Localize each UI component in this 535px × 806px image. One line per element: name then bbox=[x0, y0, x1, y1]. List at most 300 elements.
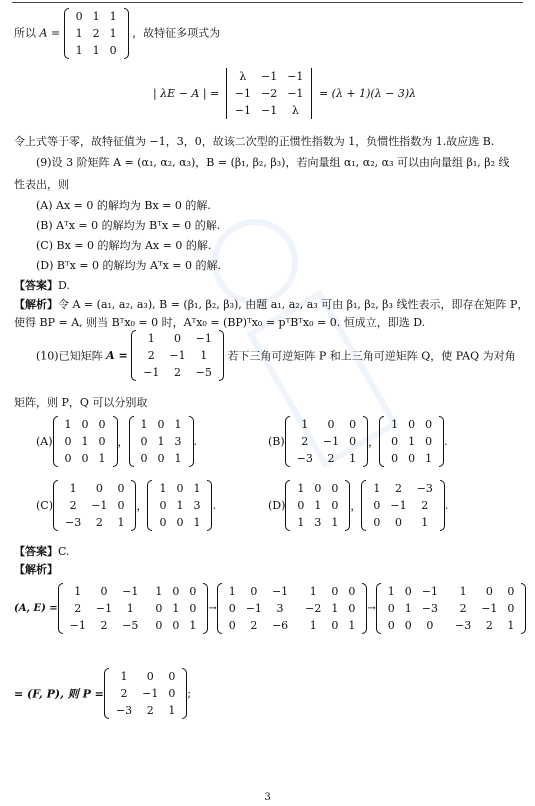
option-a-p bbox=[53, 416, 118, 467]
matrix-row bbox=[136, 416, 187, 433]
bracket-left bbox=[64, 8, 69, 59]
matrix-row bbox=[386, 433, 437, 450]
matrix-cell: 0 bbox=[155, 602, 163, 615]
matrix-cell: 2 bbox=[301, 435, 309, 448]
matrix-cell: −1 bbox=[261, 70, 278, 83]
matrix-cell: 0 bbox=[426, 619, 434, 632]
matrix-cell: 0 bbox=[176, 482, 184, 495]
matrix-cell: −1 bbox=[390, 499, 407, 512]
matrix-cell: 0 bbox=[228, 619, 236, 632]
bracket-left bbox=[376, 583, 381, 634]
q9-option-a: (A) Ax = 0 的解均为 Bx = 0 的解. bbox=[36, 199, 211, 212]
matrix-cell: 1 bbox=[147, 332, 155, 345]
analysis-label: 【解析】 bbox=[14, 298, 58, 311]
matrix-table bbox=[292, 480, 343, 531]
matrix-cell: 0 bbox=[95, 482, 103, 495]
matrix-cell: 0 bbox=[331, 482, 339, 495]
charpoly-lhs: | λE − A | = bbox=[153, 87, 220, 100]
matrix-cell: 1 bbox=[387, 585, 395, 598]
matrix-cell: 1 bbox=[174, 452, 182, 465]
matrix-row bbox=[65, 583, 202, 600]
option-label: (A) bbox=[36, 435, 53, 448]
matrix-row bbox=[368, 497, 437, 514]
bracket-left bbox=[147, 480, 152, 531]
matrix-cell: λ bbox=[291, 104, 299, 117]
matrix-cell: 0 bbox=[408, 452, 416, 465]
matrix-cell: 0 bbox=[109, 44, 117, 57]
bracket-right bbox=[521, 583, 526, 634]
q9-stem-line2: 性表出，则 bbox=[14, 178, 69, 191]
matrix-cell: 1 bbox=[331, 602, 339, 615]
matrix-row bbox=[230, 102, 309, 119]
matrix-row bbox=[60, 416, 111, 433]
matrix-cell: 2 bbox=[485, 619, 493, 632]
matrix-cell: −1 bbox=[195, 332, 212, 345]
bracket-left bbox=[58, 583, 63, 634]
fp-label: = (F, P), 则 P = bbox=[14, 687, 104, 701]
matrix-row bbox=[224, 583, 361, 600]
page-number: 3 bbox=[264, 792, 271, 803]
matrix-table bbox=[111, 668, 180, 719]
charpoly-rhs: = (λ + 1)(λ − 3)λ bbox=[318, 87, 417, 100]
header-rule bbox=[12, 2, 523, 3]
matrix-cell: 1 bbox=[74, 585, 82, 598]
matrix-cell: 1 bbox=[75, 27, 83, 40]
matrix-row bbox=[111, 702, 180, 719]
q10-a-label: A = bbox=[106, 349, 128, 362]
matrix-cell: −1 bbox=[169, 349, 186, 362]
matrix-cell: 1 bbox=[98, 452, 106, 465]
bracket-left bbox=[361, 480, 366, 531]
q10-option-d bbox=[268, 480, 448, 531]
matrix-a bbox=[64, 8, 129, 59]
matrix-cell: 0 bbox=[64, 435, 72, 448]
matrix-cell: 0 bbox=[373, 499, 381, 512]
bracket-left bbox=[53, 416, 58, 467]
matrix-cell: 3 bbox=[193, 499, 201, 512]
matrix-row bbox=[60, 450, 111, 467]
q9-stem-line1: (9)设 3 阶矩阵 A = (α₁, α₂, α₃)，B = (β₁, β₂, β₃)，若向量组 α₁, α₂, α₃ 可以由向量组 β₁, β₂ 线 bbox=[36, 156, 510, 169]
option-sep: ， bbox=[368, 435, 380, 449]
bracket-right bbox=[219, 330, 224, 381]
matrix-cell: 1 bbox=[297, 516, 305, 529]
matrix-cell: 1 bbox=[69, 482, 77, 495]
matrix-table bbox=[368, 480, 437, 531]
matrix-row bbox=[154, 514, 205, 531]
matrix-cell: 1 bbox=[459, 585, 467, 598]
option-sep: ， bbox=[136, 499, 148, 513]
matrix-cell: 0 bbox=[250, 585, 258, 598]
matrix-cell: −1 bbox=[245, 602, 262, 615]
matrix-row bbox=[71, 25, 122, 42]
matrix-cell: 0 bbox=[373, 516, 381, 529]
matrix-cell: 1 bbox=[172, 602, 180, 615]
q10-stem-line2: 矩阵，则 P，Q 可以分别取 bbox=[14, 396, 148, 409]
matrix-cell: 1 bbox=[159, 482, 167, 495]
matrix-cell: 0 bbox=[81, 452, 89, 465]
matrix-cell: −6 bbox=[271, 619, 289, 632]
matrix-cell: −3 bbox=[115, 704, 133, 717]
option-a-q bbox=[129, 416, 194, 467]
matrix-cell: 0 bbox=[98, 418, 106, 431]
matrix-cell: 0 bbox=[157, 418, 165, 431]
matrix-cell: 1 bbox=[507, 619, 515, 632]
matrix-table bbox=[71, 8, 122, 59]
matrix-row bbox=[292, 497, 343, 514]
option-label: (B) bbox=[268, 435, 285, 448]
matrix-row bbox=[138, 364, 217, 381]
matrix-table bbox=[136, 416, 187, 467]
matrix-cell: 0 bbox=[391, 452, 399, 465]
q10-analysis-label bbox=[14, 561, 58, 577]
matrix-cell: 0 bbox=[174, 332, 182, 345]
matrix-cell: 1 bbox=[168, 704, 176, 717]
matrix-row bbox=[111, 668, 180, 685]
answer-value: D. bbox=[58, 279, 70, 292]
matrix-cell: 1 bbox=[126, 602, 134, 615]
matrix-cell: 2 bbox=[69, 499, 77, 512]
matrix-cell: −3 bbox=[65, 516, 82, 529]
matrix-cell: 1 bbox=[75, 44, 83, 57]
matrix-row bbox=[292, 450, 361, 467]
matrix-cell: 1 bbox=[309, 619, 317, 632]
matrix-row bbox=[292, 416, 361, 433]
matrix-cell: 0 bbox=[348, 585, 356, 598]
analysis-label: 【解析】 bbox=[14, 563, 58, 576]
matrix-cell: −5 bbox=[195, 366, 212, 379]
matrix-cell: λ bbox=[239, 70, 247, 83]
q9-analysis-line2: 使得 BP = A, 则当 Bᵀx₀ = 0 时，Aᵀx₀ = (BP)ᵀx₀ = pᵀBᵀx₀ = 0. 恒成立，即选 D. bbox=[14, 316, 426, 329]
matrix-cell: 2 bbox=[146, 704, 154, 717]
matrix-cell: 1 bbox=[193, 516, 201, 529]
option-b-q bbox=[379, 416, 444, 467]
matrix-cell: −1 bbox=[95, 602, 113, 615]
matrix-cell: 1 bbox=[193, 482, 201, 495]
matrix-cell: 2 bbox=[395, 482, 403, 495]
matrix-cell: 1 bbox=[81, 435, 89, 448]
bracket-left bbox=[53, 480, 58, 531]
matrix-cell: 2 bbox=[421, 499, 429, 512]
matrix-table bbox=[386, 416, 437, 467]
analysis-text: 令 A = (a₁, a₂, a₃), B = (β₁, β₂, β₃), 由题 a₁, a₂, a₃ 可由 β₁, β₂, β₃ 线性表示，即存在矩阵 P， bbox=[58, 298, 529, 311]
matrix-table bbox=[224, 583, 361, 634]
matrix-cell: 0 bbox=[157, 452, 165, 465]
matrix-cell: 0 bbox=[117, 499, 125, 512]
matrix-cell: −2 bbox=[261, 87, 278, 100]
matrix-cell: 0 bbox=[425, 418, 433, 431]
matrix-cell: 0 bbox=[189, 585, 197, 598]
matrix-cell: 0 bbox=[387, 602, 395, 615]
matrix-cell: −1 bbox=[271, 585, 289, 598]
inertia-paragraph: 令上式等于零，故特征值为 −1，3，0，故该二次型的正惯性指数为 1，负惯性指数为 1.故应选 B. bbox=[14, 135, 495, 148]
matrix-cell: 0 bbox=[168, 670, 176, 683]
option-sep: ， bbox=[117, 435, 129, 449]
q10-stem-post: 若下三角可逆矩阵 P 和上三角可逆矩阵 Q，使 PAQ 为对角 bbox=[227, 349, 516, 363]
bracket-left bbox=[285, 416, 290, 467]
matrix-cell: 1 bbox=[140, 418, 148, 431]
matrix-cell: 1 bbox=[421, 516, 429, 529]
matrix-cell: 1 bbox=[309, 585, 317, 598]
q9-option-c: (C) Bx = 0 的解均为 Ax = 0 的解. bbox=[36, 239, 212, 252]
matrix-cell: −1 bbox=[122, 585, 139, 598]
matrix-cell: 0 bbox=[176, 516, 184, 529]
matrix-row bbox=[383, 583, 520, 600]
option-sep: ， bbox=[350, 499, 362, 513]
option-label: (C) bbox=[36, 499, 53, 512]
matrix-cell: 0 bbox=[155, 619, 163, 632]
bracket-left bbox=[129, 416, 134, 467]
characteristic-polynomial bbox=[153, 68, 416, 119]
matrix-cell: 1 bbox=[408, 435, 416, 448]
matrix-cell: 0 bbox=[327, 418, 335, 431]
bracket-left bbox=[104, 668, 109, 719]
matrix-cell: 0 bbox=[189, 602, 197, 615]
matrix-cell: 1 bbox=[349, 452, 357, 465]
matrix-cell: −3 bbox=[296, 452, 313, 465]
matrix-cell: 1 bbox=[176, 499, 184, 512]
matrix-row bbox=[111, 685, 180, 702]
matrix-table bbox=[60, 416, 111, 467]
matrix-row bbox=[154, 497, 205, 514]
matrix-cell: 2 bbox=[459, 602, 467, 615]
matrix-cell: 0 bbox=[228, 602, 236, 615]
matrix-cell: 0 bbox=[172, 585, 180, 598]
matrix-cell: −1 bbox=[287, 70, 304, 83]
determinant bbox=[223, 68, 316, 119]
matrix-cell: 1 bbox=[92, 44, 100, 57]
q10-stem-pre: (10)已知矩阵 bbox=[36, 349, 103, 363]
matrix-cell: 2 bbox=[74, 602, 82, 615]
matrix-cell: 0 bbox=[391, 435, 399, 448]
matrix-cell: 3 bbox=[276, 602, 284, 615]
matrix-table bbox=[65, 583, 202, 634]
ae-matrix-1 bbox=[58, 583, 209, 634]
matrix-cell: 1 bbox=[404, 602, 412, 615]
matrix-cell: 0 bbox=[98, 435, 106, 448]
matrix-cell: 0 bbox=[387, 619, 395, 632]
matrix-cell: 0 bbox=[349, 435, 357, 448]
matrix-cell: 1 bbox=[228, 585, 236, 598]
matrix-cell: 2 bbox=[120, 687, 128, 700]
q9-analysis-line1 bbox=[14, 296, 528, 312]
matrix-cell: −1 bbox=[91, 499, 108, 512]
option-c-p bbox=[53, 480, 136, 531]
matrix-cell: 0 bbox=[140, 452, 148, 465]
matrix-cell: −1 bbox=[234, 104, 251, 117]
matrix-cell: 0 bbox=[140, 435, 148, 448]
bracket-left bbox=[131, 330, 136, 381]
matrix-cell: 0 bbox=[348, 602, 356, 615]
q10-stem-line1 bbox=[36, 330, 516, 381]
bracket-left bbox=[379, 416, 384, 467]
matrix-row bbox=[154, 480, 205, 497]
bracket-right bbox=[124, 8, 129, 59]
matrix-cell: 3 bbox=[314, 516, 322, 529]
arrow-2: → bbox=[367, 603, 376, 614]
matrix-cell: 0 bbox=[314, 482, 322, 495]
q9-option-d: (D) Bᵀx = 0 的解均为 Aᵀx = 0 的解. bbox=[36, 259, 221, 272]
matrix-cell: −3 bbox=[454, 619, 472, 632]
answer-label: 【答案】 bbox=[14, 545, 58, 558]
matrix-row bbox=[292, 514, 343, 531]
matrix-cell: 0 bbox=[331, 499, 339, 512]
matrix-cell: 0 bbox=[81, 418, 89, 431]
answer-label: 【答案】 bbox=[14, 279, 58, 292]
matrix-row bbox=[60, 480, 129, 497]
matrix-table bbox=[292, 416, 361, 467]
matrix-cell: 1 bbox=[200, 349, 208, 362]
matrix-cell: −1 bbox=[142, 687, 159, 700]
bracket-left bbox=[226, 68, 227, 119]
matrix-cell: 1 bbox=[109, 10, 117, 23]
matrix-row bbox=[138, 330, 217, 347]
matrix-cell: −5 bbox=[122, 619, 139, 632]
row-reduction bbox=[14, 583, 526, 634]
matrix-table bbox=[60, 480, 129, 531]
matrix-cell: −1 bbox=[322, 435, 340, 448]
matrix-row bbox=[292, 433, 361, 450]
matrix-row bbox=[60, 497, 129, 514]
q9-option-b: (B) Aᵀx = 0 的解均为 Bᵀx = 0 的解. bbox=[36, 219, 221, 232]
matrix-cell: 1 bbox=[109, 27, 117, 40]
q10-matrix-a bbox=[131, 330, 224, 381]
matrix-cell: −1 bbox=[421, 585, 438, 598]
option-d-p bbox=[285, 480, 350, 531]
matrix-cell: 0 bbox=[408, 418, 416, 431]
line-a-definition bbox=[14, 8, 220, 59]
matrix-cell: −3 bbox=[416, 482, 433, 495]
matrix-row bbox=[138, 347, 217, 364]
matrix-cell: 0 bbox=[159, 516, 167, 529]
option-c-q bbox=[147, 480, 212, 531]
matrix-cell: 1 bbox=[120, 670, 128, 683]
matrix-row bbox=[71, 42, 122, 59]
matrix-cell: 1 bbox=[314, 499, 322, 512]
matrix-cell: 2 bbox=[95, 516, 103, 529]
matrix-cell: 1 bbox=[373, 482, 381, 495]
matrix-cell: 1 bbox=[92, 10, 100, 23]
matrix-row bbox=[386, 450, 437, 467]
matrix-cell: 0 bbox=[331, 619, 339, 632]
matrix-cell: 1 bbox=[297, 482, 305, 495]
bracket-right bbox=[311, 68, 312, 119]
ae-matrix-3 bbox=[376, 583, 527, 634]
matrix-cell: 2 bbox=[174, 366, 182, 379]
matrix-table bbox=[383, 583, 520, 634]
matrix-cell: 1 bbox=[117, 516, 125, 529]
option-end: . bbox=[444, 499, 449, 512]
matrix-row bbox=[136, 433, 187, 450]
matrix-row bbox=[65, 617, 202, 634]
matrix-row bbox=[368, 514, 437, 531]
matrix-cell: 1 bbox=[331, 516, 339, 529]
matrix-cell: −2 bbox=[305, 602, 322, 615]
matrix-cell: 1 bbox=[189, 619, 197, 632]
matrix-row bbox=[292, 480, 343, 497]
matrix-cell: 0 bbox=[404, 619, 412, 632]
matrix-row bbox=[65, 600, 202, 617]
matrix-row bbox=[386, 416, 437, 433]
matrix-row bbox=[224, 617, 361, 634]
answer-value: C. bbox=[58, 545, 70, 558]
matrix-cell: 1 bbox=[157, 435, 165, 448]
matrix-cell: 0 bbox=[395, 516, 403, 529]
matrix-cell: 2 bbox=[327, 452, 335, 465]
matrix-cell: −1 bbox=[143, 366, 160, 379]
option-end: . bbox=[193, 435, 198, 448]
matrix-row bbox=[230, 68, 309, 85]
matrix-cell: 0 bbox=[146, 670, 154, 683]
matrix-table bbox=[230, 68, 309, 119]
q10-option-c bbox=[36, 480, 216, 531]
matrix-cell: 0 bbox=[404, 585, 412, 598]
matrix-row bbox=[383, 617, 520, 634]
bracket-left bbox=[217, 583, 222, 634]
option-end: . bbox=[444, 435, 448, 448]
matrix-row bbox=[60, 433, 111, 450]
matrix-cell: 0 bbox=[168, 687, 176, 700]
matrix-cell: 2 bbox=[92, 27, 100, 40]
matrix-cell: 0 bbox=[331, 585, 339, 598]
prefix-text: 所以 bbox=[14, 26, 36, 40]
matrix-cell: −3 bbox=[421, 602, 438, 615]
q9-answer bbox=[14, 277, 70, 293]
matrix-cell: 2 bbox=[100, 619, 108, 632]
matrix-cell: 0 bbox=[349, 418, 357, 431]
matrix-cell: 1 bbox=[155, 585, 163, 598]
option-label: (D) bbox=[268, 499, 286, 512]
matrix-cell: 0 bbox=[117, 482, 125, 495]
matrix-row bbox=[136, 450, 187, 467]
option-end: . bbox=[212, 499, 216, 512]
matrix-cell: 1 bbox=[348, 619, 356, 632]
option-d-q bbox=[361, 480, 444, 531]
matrix-a-label: A = bbox=[39, 26, 61, 40]
matrix-cell: 0 bbox=[485, 585, 493, 598]
matrix-cell: 0 bbox=[64, 452, 72, 465]
matrix-table bbox=[138, 330, 217, 381]
matrix-cell: 0 bbox=[507, 602, 515, 615]
q10-answer bbox=[14, 543, 70, 559]
matrix-cell: −1 bbox=[69, 619, 86, 632]
matrix-cell: 0 bbox=[425, 435, 433, 448]
p-matrix bbox=[104, 668, 187, 719]
matrix-cell: −1 bbox=[261, 104, 278, 117]
fp-line bbox=[14, 668, 191, 719]
matrix-row bbox=[230, 85, 309, 102]
matrix-cell: 1 bbox=[301, 418, 309, 431]
matrix-cell: 3 bbox=[174, 435, 182, 448]
matrix-cell: 1 bbox=[174, 418, 182, 431]
q10-option-a bbox=[36, 416, 197, 467]
matrix-cell: 2 bbox=[147, 349, 155, 362]
q10-option-b bbox=[268, 416, 448, 467]
matrix-cell: 0 bbox=[75, 10, 83, 23]
matrix-cell: 0 bbox=[159, 499, 167, 512]
fp-semicolon: ; bbox=[187, 687, 192, 700]
arrow-1: → bbox=[208, 603, 217, 614]
ae-label: (A, E) = bbox=[14, 603, 58, 614]
matrix-cell: −1 bbox=[234, 87, 251, 100]
matrix-cell: 1 bbox=[64, 418, 72, 431]
ae-matrix-2 bbox=[217, 583, 368, 634]
matrix-cell: −1 bbox=[481, 602, 498, 615]
matrix-cell: 2 bbox=[250, 619, 258, 632]
matrix-row bbox=[60, 514, 129, 531]
matrix-table bbox=[154, 480, 205, 531]
matrix-cell: 0 bbox=[100, 585, 108, 598]
matrix-cell: 1 bbox=[425, 452, 433, 465]
